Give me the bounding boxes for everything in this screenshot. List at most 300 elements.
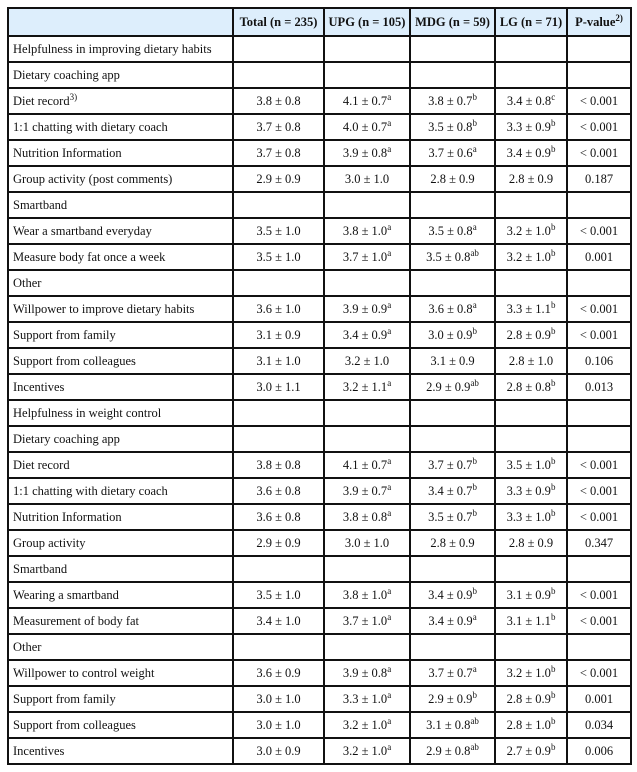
table-body [8, 36, 631, 764]
header-total [233, 8, 324, 36]
significance-letter: a [472, 663, 477, 674]
cell-total [233, 62, 324, 88]
header-p-value [567, 8, 631, 36]
row-label: Nutrition Information [13, 509, 122, 524]
cell-p-value [567, 712, 631, 738]
cell-mdg [410, 244, 495, 270]
row-label-cell [8, 140, 233, 166]
cell-p-value [567, 374, 631, 400]
cell-upg [324, 712, 410, 738]
cell-value: 3.4 ± 0.9 [428, 613, 473, 628]
cell-total [233, 426, 324, 452]
cell-mdg [410, 192, 495, 218]
cell-value: 0.187 [584, 171, 614, 186]
cell-value: 3.4 ± 0.9 [506, 145, 551, 160]
row-label: Willpower to improve dietary habits [13, 301, 195, 316]
cell-p-value [567, 166, 631, 192]
cell-value: 3.0 ± 1.0 [344, 535, 390, 550]
cell-total [233, 114, 324, 140]
cell-p-value [567, 582, 631, 608]
table-row [8, 140, 631, 166]
cell-mdg [410, 582, 495, 608]
header-label: UPG (n = 105) [328, 14, 406, 29]
cell-mdg [410, 426, 495, 452]
cell-lg [495, 504, 567, 530]
significance-letter: ab [470, 741, 479, 752]
significance-letter: b [472, 689, 477, 700]
row-label: Smartband [13, 561, 68, 576]
cell-p-value [567, 244, 631, 270]
significance-letter: a [387, 221, 392, 232]
cell-value: 3.3 ± 1.1 [506, 301, 551, 316]
row-label-cell [8, 374, 233, 400]
cell-value: 3.8 ± 1.0 [342, 587, 388, 602]
cell-value: < 0.001 [579, 457, 619, 472]
cell-p-value [567, 88, 631, 114]
cell-mdg [410, 738, 495, 764]
cell-upg [324, 166, 410, 192]
cell-total [233, 712, 324, 738]
cell-value: 2.9 ± 0.8 [426, 743, 471, 758]
cell-upg [324, 608, 410, 634]
cell-total [233, 452, 324, 478]
cell-mdg [410, 556, 495, 582]
header-blank-cell [8, 8, 233, 36]
section-row [8, 400, 631, 426]
significance-letter: a [387, 377, 392, 388]
cell-value: 3.1 ± 1.1 [506, 613, 551, 628]
cell-value: 3.7 ± 1.0 [342, 613, 388, 628]
significance-letter: b [550, 247, 556, 258]
row-label: Diet record [13, 457, 70, 472]
cell-p-value [567, 504, 631, 530]
cell-lg [495, 88, 567, 114]
table-row [8, 530, 631, 556]
cell-lg [495, 738, 567, 764]
cell-lg [495, 426, 567, 452]
significance-letter: b [472, 325, 477, 336]
cell-total [233, 400, 324, 426]
cell-mdg [410, 322, 495, 348]
row-label: Dietary coaching app [13, 67, 120, 82]
significance-letter: b [550, 715, 556, 726]
significance-letter: b [472, 507, 477, 518]
cell-p-value [567, 36, 631, 62]
row-label: Other [13, 275, 42, 290]
cell-total [233, 374, 324, 400]
cell-value: 3.6 ± 0.8 [256, 509, 301, 524]
cell-upg [324, 660, 410, 686]
row-label-cell [8, 244, 233, 270]
table-row [8, 244, 631, 270]
cell-value: 3.7 ± 0.8 [256, 119, 301, 134]
cell-value: 3.7 ± 0.8 [256, 145, 301, 160]
cell-value: 4.1 ± 0.7 [342, 93, 388, 108]
cell-total [233, 634, 324, 660]
cell-lg [495, 582, 567, 608]
row-label: Helpfulness in improving dietary habits [13, 41, 212, 56]
section-row [8, 192, 631, 218]
cell-p-value [567, 62, 631, 88]
cell-p-value [567, 296, 631, 322]
cell-lg [495, 530, 567, 556]
cell-value: < 0.001 [579, 119, 619, 134]
significance-letter: b [550, 299, 556, 310]
section-row [8, 62, 631, 88]
cell-value: < 0.001 [579, 665, 619, 680]
row-label-cell [8, 634, 233, 660]
cell-mdg [410, 712, 495, 738]
cell-value: 3.8 ± 1.0 [342, 223, 388, 238]
row-label-cell [8, 608, 233, 634]
cell-value: 3.8 ± 0.8 [256, 457, 301, 472]
row-label-cell [8, 660, 233, 686]
header-label: LG (n = 71) [499, 14, 563, 29]
cell-value: 3.3 ± 0.9 [506, 119, 551, 134]
cell-value: 2.7 ± 0.9 [506, 743, 551, 758]
significance-letter: b [550, 377, 556, 388]
cell-upg [324, 322, 410, 348]
cell-value: 4.1 ± 0.7 [342, 457, 388, 472]
cell-lg [495, 712, 567, 738]
cell-upg [324, 114, 410, 140]
cell-upg [324, 62, 410, 88]
significance-letter: b [550, 221, 556, 232]
table-row [8, 582, 631, 608]
significance-letter: ab [470, 377, 479, 388]
significance-letter: b [550, 455, 556, 466]
cell-value: 3.6 ± 0.8 [428, 301, 473, 316]
cell-value: 3.4 ± 0.8 [506, 93, 552, 108]
cell-total [233, 738, 324, 764]
header-label: Total (n = 235) [239, 14, 318, 29]
section-row [8, 36, 631, 62]
cell-total [233, 88, 324, 114]
significance-letter: b [550, 585, 556, 596]
cell-value: 3.8 ± 0.7 [428, 93, 473, 108]
row-label: Incentives [13, 743, 65, 758]
cell-value: 3.4 ± 0.7 [428, 483, 473, 498]
significance-letter: b [472, 585, 477, 596]
cell-value: 3.2 ± 1.0 [506, 223, 551, 238]
cell-lg [495, 400, 567, 426]
cell-value: 3.5 ± 0.8 [426, 249, 471, 264]
cell-upg [324, 426, 410, 452]
row-label-cell [8, 114, 233, 140]
cell-upg [324, 400, 410, 426]
cell-mdg [410, 270, 495, 296]
row-label-cell [8, 478, 233, 504]
cell-mdg [410, 36, 495, 62]
cell-mdg [410, 218, 495, 244]
cell-p-value [567, 556, 631, 582]
cell-lg [495, 374, 567, 400]
cell-total [233, 686, 324, 712]
cell-p-value [567, 140, 631, 166]
cell-value: 3.8 ± 0.8 [256, 93, 301, 108]
section-row [8, 556, 631, 582]
cell-value: 3.1 ± 0.9 [256, 327, 301, 342]
table-row [8, 114, 631, 140]
row-label: Nutrition Information [13, 145, 122, 160]
cell-value: < 0.001 [579, 509, 619, 524]
cell-value: 3.6 ± 0.8 [256, 483, 301, 498]
section-row [8, 634, 631, 660]
cell-value: 3.7 ± 1.0 [342, 249, 388, 264]
cell-value: 2.8 ± 0.9 [506, 327, 551, 342]
cell-upg [324, 88, 410, 114]
cell-total [233, 166, 324, 192]
significance-letter: ab [470, 247, 479, 258]
cell-value: 3.0 ± 1.0 [256, 717, 301, 732]
cell-value: 3.9 ± 0.8 [342, 145, 388, 160]
cell-upg [324, 192, 410, 218]
cell-value: < 0.001 [579, 613, 619, 628]
row-label: Support from family [13, 691, 116, 706]
cell-mdg [410, 530, 495, 556]
cell-value: 3.4 ± 0.9 [342, 327, 388, 342]
cell-value: 3.7 ± 0.7 [428, 665, 473, 680]
cell-total [233, 478, 324, 504]
significance-letter: ab [470, 715, 479, 726]
cell-value: 2.8 ± 0.8 [506, 379, 551, 394]
cell-total [233, 270, 324, 296]
cell-value: 3.3 ± 0.9 [506, 483, 551, 498]
cell-lg [495, 218, 567, 244]
row-label: Measurement of body fat [13, 613, 140, 628]
cell-upg [324, 634, 410, 660]
significance-letter: b [550, 663, 556, 674]
table-row [8, 712, 631, 738]
cell-value: 3.1 ± 0.9 [506, 587, 551, 602]
cell-total [233, 530, 324, 556]
row-label: Support from family [13, 327, 116, 342]
cell-mdg [410, 348, 495, 374]
cell-p-value [567, 452, 631, 478]
cell-upg [324, 582, 410, 608]
cell-upg [324, 36, 410, 62]
row-label: Smartband [13, 197, 68, 212]
section-row [8, 426, 631, 452]
cell-mdg [410, 452, 495, 478]
cell-p-value [567, 634, 631, 660]
row-label: Group activity [13, 535, 86, 550]
cell-lg [495, 166, 567, 192]
cell-value: 0.106 [584, 353, 614, 368]
cell-value: 3.2 ± 1.0 [342, 717, 388, 732]
cell-mdg [410, 62, 495, 88]
table-row [8, 296, 631, 322]
cell-value: 3.5 ± 1.0 [256, 223, 301, 238]
cell-mdg [410, 296, 495, 322]
cell-value: 3.1 ± 0.9 [430, 353, 475, 368]
row-label-cell [8, 218, 233, 244]
cell-value: 3.1 ± 1.0 [256, 353, 301, 368]
cell-mdg [410, 660, 495, 686]
cell-value: 3.5 ± 0.7 [428, 509, 473, 524]
cell-total [233, 608, 324, 634]
significance-letter: b [550, 143, 556, 154]
cell-p-value [567, 660, 631, 686]
cell-mdg [410, 478, 495, 504]
row-label: Willpower to control weight [13, 665, 155, 680]
significance-letter: b [472, 117, 477, 128]
table-row [8, 686, 631, 712]
cell-value: 3.6 ± 0.9 [256, 665, 301, 680]
cell-value: 3.1 ± 0.8 [426, 717, 471, 732]
row-label: 1:1 chatting with dietary coach [13, 119, 168, 134]
cell-total [233, 660, 324, 686]
cell-value: 3.5 ± 0.8 [428, 119, 473, 134]
cell-mdg [410, 374, 495, 400]
cell-value: 0.001 [584, 249, 614, 264]
cell-value: 3.3 ± 1.0 [506, 509, 551, 524]
cell-lg [495, 322, 567, 348]
row-label-cell [8, 322, 233, 348]
row-label: Support from colleagues [13, 353, 136, 368]
cell-value: 0.347 [584, 535, 614, 550]
significance-letter: a [472, 299, 477, 310]
significance-letter: b [550, 611, 556, 622]
significance-letter: a [387, 299, 392, 310]
cell-total [233, 556, 324, 582]
cell-total [233, 322, 324, 348]
row-label: Wearing a smartband [13, 587, 119, 602]
significance-letter: b [550, 507, 556, 518]
cell-value: 3.2 ± 1.1 [342, 379, 388, 394]
cell-lg [495, 556, 567, 582]
row-label-cell [8, 582, 233, 608]
cell-value: 2.8 ± 0.9 [506, 691, 551, 706]
row-label: Group activity (post comments) [13, 171, 173, 186]
cell-value: 2.8 ± 1.0 [506, 717, 551, 732]
row-label-cell [8, 504, 233, 530]
cell-lg [495, 348, 567, 374]
significance-letter: a [472, 143, 477, 154]
cell-value: < 0.001 [579, 327, 619, 342]
cell-p-value [567, 114, 631, 140]
cell-value: 2.8 ± 0.9 [430, 171, 475, 186]
table-row [8, 504, 631, 530]
cell-p-value [567, 348, 631, 374]
cell-p-value [567, 192, 631, 218]
cell-value: 0.006 [584, 743, 614, 758]
cell-upg [324, 244, 410, 270]
table-row [8, 88, 631, 114]
table-row [8, 348, 631, 374]
significance-letter: a [387, 741, 392, 752]
cell-lg [495, 270, 567, 296]
cell-mdg [410, 504, 495, 530]
cell-value: < 0.001 [579, 145, 619, 160]
header-upg [324, 8, 410, 36]
header-row [8, 8, 631, 36]
cell-value: 3.4 ± 1.0 [256, 613, 301, 628]
significance-letter: a [387, 455, 392, 466]
significance-letter: b [550, 481, 556, 492]
cell-value: 3.5 ± 1.0 [256, 587, 301, 602]
cell-value: 3.2 ± 1.0 [342, 743, 388, 758]
table-row [8, 452, 631, 478]
row-label-cell [8, 712, 233, 738]
row-label: Other [13, 639, 42, 654]
cell-p-value [567, 218, 631, 244]
cell-upg [324, 452, 410, 478]
row-label: Incentives [13, 379, 65, 394]
cell-upg [324, 556, 410, 582]
significance-letter: b [472, 455, 477, 466]
table-row [8, 608, 631, 634]
cell-lg [495, 36, 567, 62]
cell-upg [324, 530, 410, 556]
row-label-cell [8, 62, 233, 88]
cell-upg [324, 478, 410, 504]
significance-letter: a [387, 91, 392, 102]
significance-letter: a [472, 611, 477, 622]
table-row [8, 478, 631, 504]
cell-value: 2.8 ± 0.9 [508, 535, 554, 550]
row-label-cell [8, 36, 233, 62]
cell-upg [324, 140, 410, 166]
cell-p-value [567, 530, 631, 556]
cell-lg [495, 62, 567, 88]
cell-mdg [410, 166, 495, 192]
cell-value: < 0.001 [579, 483, 619, 498]
table-row [8, 218, 631, 244]
cell-upg [324, 374, 410, 400]
cell-lg [495, 660, 567, 686]
cell-value: 3.2 ± 1.0 [344, 353, 390, 368]
cell-value: 0.001 [584, 691, 614, 706]
cell-total [233, 582, 324, 608]
section-row [8, 270, 631, 296]
significance-letter: b [550, 741, 556, 752]
significance-letter: b [472, 91, 477, 102]
cell-value: 2.8 ± 1.0 [508, 353, 554, 368]
table-row [8, 738, 631, 764]
cell-total [233, 296, 324, 322]
cell-total [233, 218, 324, 244]
significance-letter: b [472, 481, 477, 492]
cell-p-value [567, 608, 631, 634]
cell-lg [495, 634, 567, 660]
cell-value: 2.8 ± 0.9 [430, 535, 475, 550]
row-label-cell [8, 296, 233, 322]
row-label-cell [8, 166, 233, 192]
cell-upg [324, 296, 410, 322]
cell-value: 3.9 ± 0.8 [342, 665, 388, 680]
results-table [7, 7, 632, 765]
row-label: 1:1 chatting with dietary coach [13, 483, 168, 498]
cell-total [233, 348, 324, 374]
cell-value: 3.2 ± 1.0 [506, 665, 551, 680]
cell-upg [324, 686, 410, 712]
row-label-cell [8, 400, 233, 426]
cell-lg [495, 452, 567, 478]
cell-p-value [567, 322, 631, 348]
row-label-cell [8, 426, 233, 452]
cell-total [233, 244, 324, 270]
cell-total [233, 36, 324, 62]
row-label-cell [8, 530, 233, 556]
cell-value: 3.5 ± 1.0 [256, 249, 301, 264]
significance-letter: a [387, 689, 392, 700]
row-label: Wear a smartband everyday [13, 223, 152, 238]
cell-value: 3.0 ± 0.9 [428, 327, 473, 342]
cell-mdg [410, 608, 495, 634]
header-mdg [410, 8, 495, 36]
cell-total [233, 140, 324, 166]
